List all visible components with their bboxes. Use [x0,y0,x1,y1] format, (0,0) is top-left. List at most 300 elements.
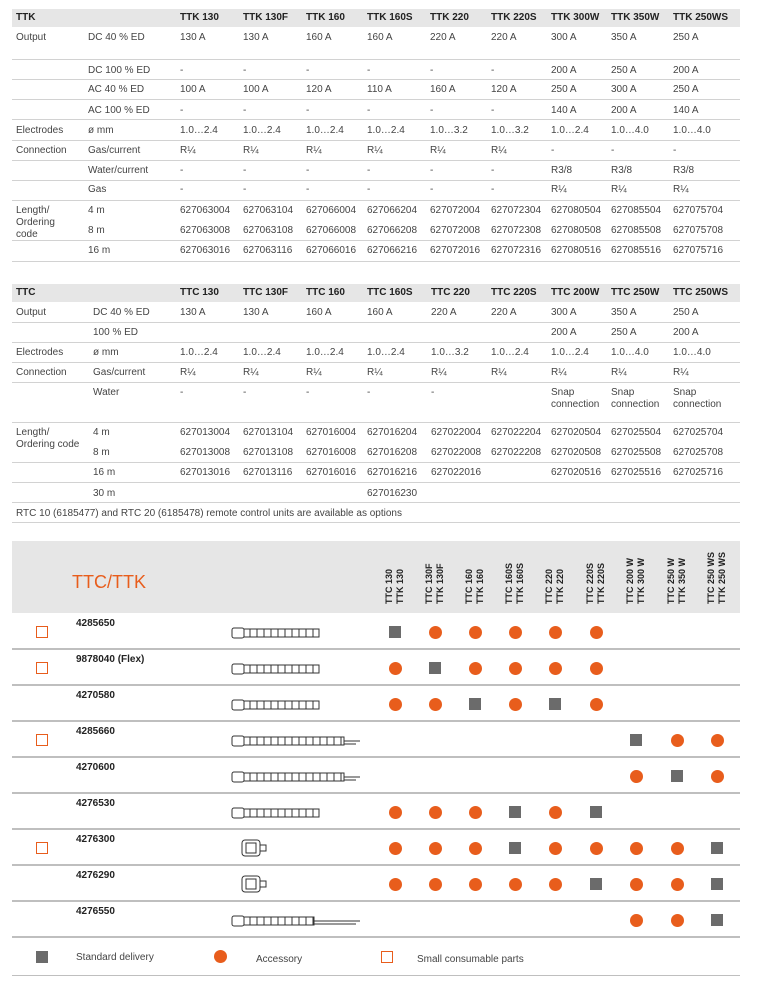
ttc-cell: 627022008 [431,447,482,458]
accessory-mark [509,626,522,639]
row-divider [12,362,740,363]
matrix-column-header: TTC 160 [464,568,474,604]
ttc-column-header: TTC 160S [367,287,413,298]
ttk-cell: - [243,105,247,116]
matrix-column-header: TTK 160 [475,568,485,604]
torch-illustration [228,838,363,860]
ttk-cell: - [180,65,184,76]
ttk-cell: 200 A [551,65,577,76]
accessory-symbol [214,950,227,963]
ttk-cell: 627063016 [180,245,231,256]
ttk-cell: 627085516 [611,245,662,256]
accessory-mark [509,878,522,891]
standard-delivery-mark [711,878,723,890]
standard-delivery-mark [549,698,561,710]
ttk-cell: 200 A [673,65,699,76]
ttk-row-label: 16 m [88,245,111,256]
ttc-row-label: 8 m [93,447,110,458]
ttc-cell: 130 A [180,307,206,318]
ttc-row-label: DC 40 % ED [93,307,150,318]
ttc-group-label: Electrodes [16,347,64,358]
ttk-column-header: TTK 220 [430,12,469,23]
article-number: 4276290 [76,870,115,881]
standard-delivery-mark [711,914,723,926]
standard-delivery-mark [630,734,642,746]
matrix-column-header: TTC 250 WS [706,551,716,604]
ttk-cell: 627075716 [673,245,724,256]
ttc-column-header: TTC [16,287,36,298]
matrix-row-divider [12,828,740,830]
standard-delivery-mark [590,806,602,818]
ttk-column-header: TTK 350W [611,12,660,23]
ttk-row-label: Water/current [88,165,149,176]
standard-delivery-mark [711,842,723,854]
ttk-cell: 627080508 [551,225,602,236]
accessory-mark [429,698,442,711]
legend-small-label: Small consumable parts [417,954,524,965]
ttk-cell: 627066004 [306,205,357,216]
ttk-row-label: 8 m [88,225,105,236]
ttk-cell: - [180,184,184,195]
ttk-cell: 250 A [611,65,637,76]
torch-icon [228,910,363,932]
ttk-row-label: ø mm [88,125,114,136]
ttk-cell: 627066208 [367,225,418,236]
ttc-cell: 627013108 [243,447,294,458]
ttc-cell: R¼ [491,367,507,378]
ttc-cell: R¼ [306,367,322,378]
row-divider [12,180,740,181]
ttk-cell: 250 A [673,32,699,43]
accessory-mark [590,662,603,675]
matrix-row-divider [12,792,740,794]
article-number: 4270580 [76,690,115,701]
ttc-row-label: 16 m [93,467,116,478]
ttc-column-header: TTC 250WS [673,287,729,298]
ttc-column-header: TTC 220S [491,287,537,298]
accessory-mark [671,914,684,927]
matrix-column-header: TTK 350 W [677,557,687,604]
ttk-cell: 300 A [611,84,637,95]
accessory-mark [549,626,562,639]
accessory-mark [549,842,562,855]
row-divider [12,59,740,60]
ttk-cell: - [491,165,495,176]
ttc-row-label: 30 m [93,488,116,499]
row-divider [12,261,740,262]
ttc-cell: 627016230 [367,488,418,499]
accessory-mark [590,626,603,639]
ttc-cell: 200 A [673,327,699,338]
article-number: 4276530 [76,798,115,809]
accessory-mark [469,626,482,639]
ttk-cell: 160 A [367,32,393,43]
accessory-mark [469,842,482,855]
ttc-column-header: TTC 250W [611,287,660,298]
accessory-mark [389,806,402,819]
accessory-mark [630,842,643,855]
torch-icon [228,730,363,752]
matrix-row-divider [12,900,740,902]
ttc-column-header: TTC 130 [180,287,219,298]
ttk-cell: - [306,105,310,116]
accessory-mark [671,842,684,855]
ttc-cell: R¼ [611,367,627,378]
ttc-cell: 627022208 [491,447,542,458]
matrix-column-header: TTK 160S [515,562,525,604]
ttc-cell: 627013008 [180,447,231,458]
ttk-cell: - [673,145,677,156]
matrix-row-divider [12,720,740,722]
accessory-mark [630,914,643,927]
ttc-cell: 200 A [551,327,577,338]
ttk-cell: - [367,105,371,116]
ttc-cell: R¼ [431,367,447,378]
row-divider [12,502,740,503]
standard-delivery-mark [509,806,521,818]
ttc-cell: 130 A [243,307,269,318]
ttc-cell: - [243,387,247,398]
ttk-cell: 100 A [180,84,206,95]
ttk-cell: - [367,165,371,176]
torch-illustration [228,874,363,896]
accessory-mark [429,878,442,891]
accessory-mark [469,806,482,819]
divider [12,522,740,523]
accessory-mark [549,806,562,819]
row-divider [12,200,740,201]
ttc-cell: 1.0…4.0 [611,347,649,358]
ttk-column-header: TTK 130 [180,12,219,23]
ttk-cell: 627063104 [243,205,294,216]
ttk-cell: R¼ [180,145,196,156]
ttk-cell: 627080516 [551,245,602,256]
ttk-cell: - [243,65,247,76]
ttk-column-header: TTK 250WS [673,12,729,23]
article-number: 4276550 [76,906,115,917]
matrix-column-header: TTC 160S [504,562,514,604]
ttc-cell: - [431,387,435,398]
matrix-column-header: TTK 250 WS [717,551,727,604]
accessory-mark [389,662,402,675]
ttk-cell: 160 A [306,32,332,43]
ttc-column-header: TTC 220 [431,287,470,298]
accessory-mark [429,842,442,855]
ttc-cell: 1.0…2.4 [551,347,589,358]
matrix-column-header: TTK 300 W [636,557,646,604]
ttk-group-label: Connection [16,145,67,156]
ttk-cell: 627066216 [367,245,418,256]
standard-delivery-mark [469,698,481,710]
ttc-cell: 250 A [673,307,699,318]
ttc-cell: 160 A [367,307,393,318]
matrix-column-header: TTC 200 W [625,557,635,604]
ttc-cell: 627013016 [180,467,231,478]
ttk-cell: 110 A [367,84,392,95]
ttk-column-header: TTK 130F [243,12,289,23]
row-divider [12,140,740,141]
accessory-mark [509,662,522,675]
ttk-cell: 627063108 [243,225,294,236]
matrix-row-divider [12,684,740,686]
ttk-cell: 627066008 [306,225,357,236]
ttk-cell: 627085504 [611,205,662,216]
ttk-row-label: Gas/current [88,145,141,156]
row-divider [12,119,740,120]
torch-icon [228,838,363,860]
standard-delivery-mark [429,662,441,674]
small-parts-checkbox [36,842,48,854]
ttc-row-label: Water [93,387,120,398]
ttc-cell: R¼ [551,367,567,378]
accessory-mark [469,662,482,675]
accessory-mark [389,842,402,855]
ttk-cell: - [491,65,495,76]
ttk-cell: - [430,165,434,176]
article-number: 4285650 [76,618,115,629]
ttc-group-label: Length/ Ordering code [16,427,80,450]
torch-illustration [228,766,363,788]
article-number: 4270600 [76,762,115,773]
ttc-cell: 627025704 [673,427,724,438]
ttk-cell: - [551,145,555,156]
ttk-column-header: TTK 300W [551,12,600,23]
ttk-cell: - [430,65,434,76]
accessory-mark [630,770,643,783]
ttk-cell: - [243,165,247,176]
ttk-cell: - [306,65,310,76]
ttk-cell: R¼ [611,184,627,195]
ttk-cell: 627063116 [243,245,293,256]
torch-icon [228,802,363,824]
torch-icon [228,766,363,788]
matrix-column-header: TTC 220 [544,568,554,604]
ttc-cell: - [306,387,310,398]
ttc-cell: 627020504 [551,427,602,438]
ttk-cell: 627072008 [430,225,481,236]
ttc-cell: 627016008 [306,447,357,458]
ttk-cell: 1.0…2.4 [243,125,281,136]
remote-control-note: RTC 10 (6185477) and RTC 20 (6185478) remote control units are available as options [16,508,402,519]
ttk-cell: 220 A [491,32,517,43]
ttk-cell: 1.0…3.2 [430,125,468,136]
ttk-cell: 627066016 [306,245,357,256]
ttc-cell: 250 A [611,327,637,338]
ttc-cell: 627025508 [611,447,662,458]
ttk-cell: 130 A [180,32,206,43]
ttk-cell: R3/8 [673,165,695,176]
torch-icon [228,622,363,644]
accessory-mark [630,878,643,891]
ttc-cell: 627025504 [611,427,662,438]
row-divider [12,99,740,100]
ttc-cell: R¼ [367,367,383,378]
ttc-cell: 627025716 [673,467,724,478]
accessory-mark [429,806,442,819]
ttc-cell: 627025516 [611,467,662,478]
ttc-cell: 627020508 [551,447,602,458]
ttk-cell: - [367,65,371,76]
matrix-column-header: TTK 220 [555,568,565,604]
ttk-cell: R3/8 [611,165,633,176]
ttk-cell: R¼ [367,145,383,156]
small-parts-checkbox [36,734,48,746]
torch-illustration [228,910,363,932]
accessory-mark [429,626,442,639]
ttc-cell: 627016016 [306,467,357,478]
ttk-column-header: TTK 160 [306,12,345,23]
ttk-cell: 220 A [430,32,456,43]
ttk-cell: - [180,165,184,176]
ttk-cell: - [367,184,371,195]
torch-illustration [228,622,363,644]
bottom-rule [12,975,740,976]
matrix-column-header: TTC 130F [424,563,434,604]
row-divider [12,160,740,161]
matrix-row-divider [12,648,740,650]
ttk-row-label: DC 40 % ED [88,32,145,43]
ttk-cell: - [491,184,495,195]
matrix-column-header: TTC 130 [384,568,394,604]
ttk-cell: 1.0…4.0 [611,125,649,136]
accessory-mark [671,734,684,747]
ttc-cell: Snap connection [551,387,600,410]
ttk-cell: 140 A [551,105,577,116]
ttk-cell: 627063008 [180,225,231,236]
ttk-cell: 350 A [611,32,637,43]
ttc-cell: 1.0…3.2 [431,347,469,358]
legend-standard-label: Standard delivery [76,952,154,963]
matrix-row-divider [12,936,740,938]
ttk-column-header: TTK [16,12,36,23]
ttc-cell: 627025708 [673,447,724,458]
ttc-cell: 1.0…4.0 [673,347,711,358]
ttk-cell: 1.0…4.0 [673,125,711,136]
standard-delivery-mark [671,770,683,782]
ttk-cell: - [611,145,615,156]
ttk-cell: - [491,105,495,116]
matrix-column-header: TTC 250 W [666,557,676,604]
ttc-column-header: TTC 130F [243,287,289,298]
ttk-row-label: AC 40 % ED [88,84,145,95]
ttc-cell: - [367,387,371,398]
accessory-mark [590,698,603,711]
ttk-cell: 627075704 [673,205,724,216]
ttc-group-label: Connection [16,367,67,378]
ttc-cell: 627020516 [551,467,602,478]
ttk-cell: 140 A [673,105,699,116]
ttc-group-label: Output [16,307,47,318]
ttk-cell: - [243,184,247,195]
ttc-cell: 627022004 [431,427,482,438]
ttc-cell: 1.0…2.4 [491,347,529,358]
article-number: 9878040 (Flex) [76,654,145,665]
ttk-cell: R¼ [551,184,567,195]
ttk-cell: - [430,105,434,116]
accessory-mark [389,878,402,891]
ttk-cell: 627072016 [430,245,481,256]
ttc-cell: 627016208 [367,447,418,458]
ttc-cell: 1.0…2.4 [180,347,218,358]
ttk-cell: 1.0…2.4 [551,125,589,136]
ttk-cell: 1.0…2.4 [367,125,405,136]
ttc-column-header: TTC 160 [306,287,345,298]
ttc-cell: R¼ [180,367,196,378]
ttk-cell: 200 A [611,105,637,116]
accessory-mark [389,698,402,711]
ttc-cell: 1.0…2.4 [306,347,344,358]
accessory-mark [711,770,724,783]
ttk-cell: 120 A [306,84,332,95]
matrix-column-header: TTK 130 [395,568,405,604]
ttk-row-label: DC 100 % ED [88,65,151,76]
ttk-cell: 1.0…2.4 [180,125,218,136]
ttc-cell: 627016004 [306,427,357,438]
ttk-cell: 100 A [243,84,269,95]
ttk-cell: 250 A [673,84,699,95]
row-divider [12,322,740,323]
ttc-cell: 627022016 [431,467,482,478]
ttc-cell: 627016204 [367,427,418,438]
ttc-cell: 220 A [491,307,517,318]
row-divider [12,240,740,241]
article-number: 4276300 [76,834,115,845]
ttk-group-label: Length/ Ordering code [16,205,55,240]
accessory-mark [509,698,522,711]
ttc-cell: R¼ [243,367,259,378]
ttc-row-label: 100 % ED [93,327,139,338]
row-divider [12,79,740,80]
row-divider [12,342,740,343]
ttk-cell: 627072304 [491,205,542,216]
ttk-cell: 1.0…3.2 [491,125,529,136]
ttc-cell: 350 A [611,307,637,318]
torch-illustration [228,694,363,716]
ttc-cell: 1.0…2.4 [243,347,281,358]
ttk-cell: R¼ [430,145,446,156]
ttk-cell: 627066204 [367,205,418,216]
ttk-cell: 627072308 [491,225,542,236]
row-divider [12,382,740,383]
accessory-mark [549,878,562,891]
ttc-cell: 1.0…2.4 [367,347,405,358]
ttc-row-label: Gas/current [93,367,146,378]
ttk-cell: 627085508 [611,225,662,236]
ttk-cell: 627063004 [180,205,231,216]
matrix-column-header: TTK 130F [435,563,445,604]
ttk-cell: - [430,184,434,195]
ttc-cell: - [180,387,184,398]
ttc-cell: Snap connection [673,387,722,410]
row-divider [12,482,740,483]
ttk-cell: - [306,165,310,176]
ttk-row-label: 4 m [88,205,105,216]
ttk-cell: R¼ [491,145,507,156]
article-number: 4285660 [76,726,115,737]
accessory-mark [590,842,603,855]
accessory-mark [549,662,562,675]
legend-accessory-label: Accessory [256,954,303,965]
standard-delivery-mark [590,878,602,890]
row-divider [12,422,740,423]
ttc-column-header: TTC 200W [551,287,600,298]
ttk-cell: 627080504 [551,205,602,216]
ttc-cell: 627022204 [491,427,542,438]
small-parts-checkbox [36,662,48,674]
ttk-row-label: Gas [88,184,107,195]
ttk-cell: R¼ [306,145,322,156]
ttc-cell: 160 A [306,307,332,318]
